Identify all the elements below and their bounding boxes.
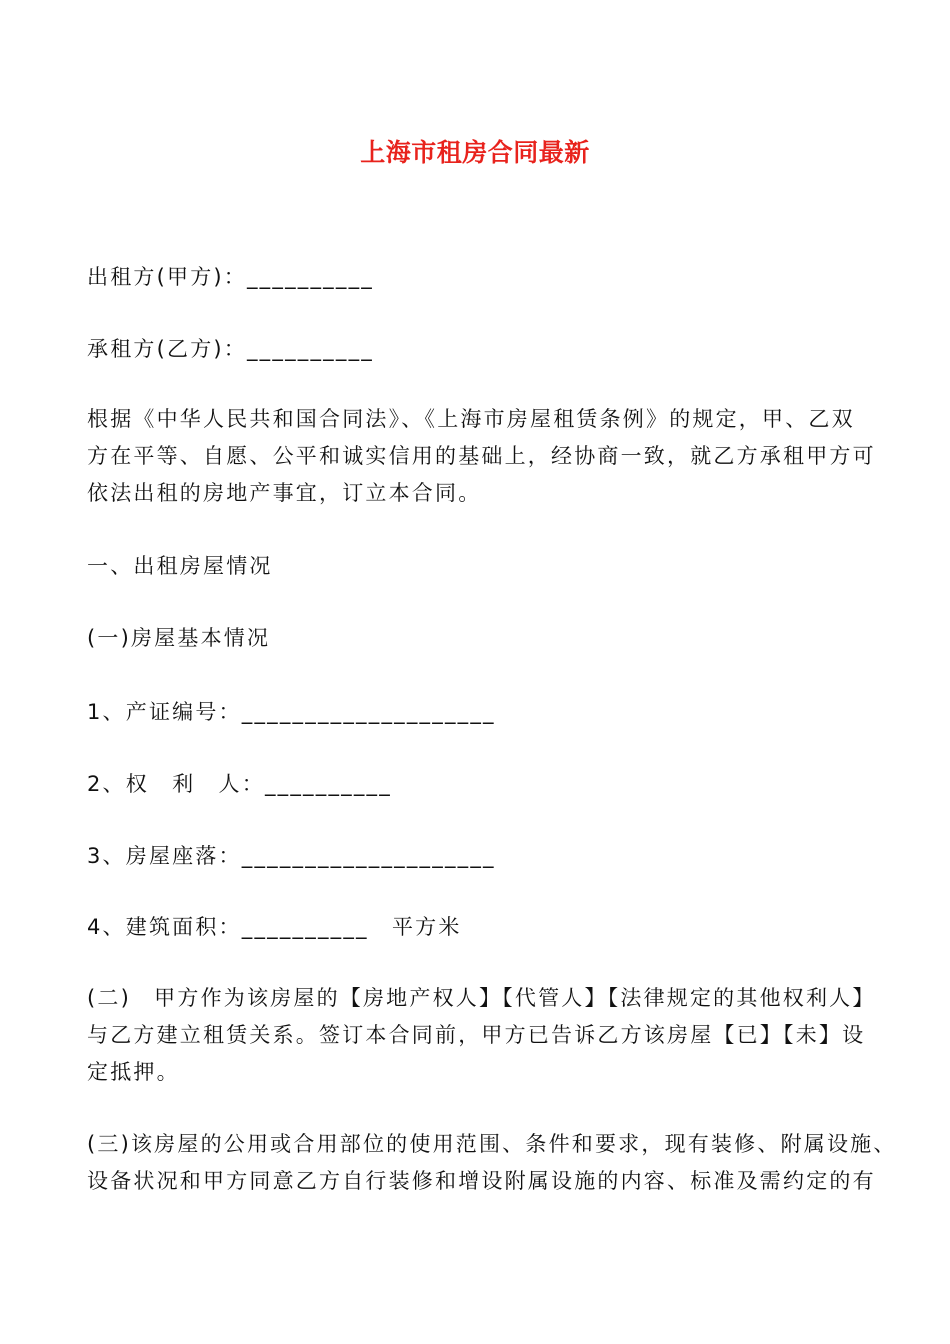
item-floor-area: 4、建筑面积：__________ 平方米 — [87, 915, 462, 939]
item-property-certificate: 1、产证编号：____________________ — [87, 700, 496, 724]
preamble-line-2: 方在平等、自愿、公平和诚实信用的基础上，经协商一致，就乙方承租甲方可 — [87, 444, 876, 468]
clause-2-line-2: 与乙方建立租赁关系。签订本合同前，甲方已告诉乙方该房屋【已】【未】设 — [87, 1023, 866, 1047]
lessee-line: 承租方(乙方)：__________ — [87, 337, 374, 361]
clause-3-paragraph — [87, 1126, 897, 1200]
clause-3-line-1: (三)该房屋的公用或合用部位的使用范围、条件和要求，现有装修、附属设施、 — [87, 1132, 897, 1156]
clause-2-line-3: 定抵押。 — [87, 1060, 180, 1084]
clause-2-paragraph — [87, 980, 877, 1091]
clause-3-line-2: 设备状况和甲方同意乙方自行装修和增设附属设施的内容、标准及需约定的有 — [87, 1169, 876, 1193]
document-title: 上海市租房合同最新 — [360, 138, 590, 167]
clause-2-line-1: (二) 甲方作为该房屋的【房地产权人】【代管人】【法律规定的其他权利人】 — [87, 986, 876, 1010]
preamble-line-1: 根据《中华人民共和国合同法》、《上海市房屋租赁条例》的规定，甲、乙双 — [87, 407, 855, 431]
preamble-paragraph — [87, 401, 877, 512]
item-property-location: 3、房屋座落：____________________ — [87, 844, 496, 868]
preamble-line-3: 依法出租的房地产事宜，订立本合同。 — [87, 481, 482, 505]
item-right-holder: 2、权 利 人：__________ — [87, 772, 392, 796]
section-heading: 一、出租房屋情况 — [87, 554, 273, 578]
subsection-heading: (一)房屋基本情况 — [87, 626, 271, 650]
lessor-line: 出租方(甲方)：__________ — [87, 265, 374, 289]
